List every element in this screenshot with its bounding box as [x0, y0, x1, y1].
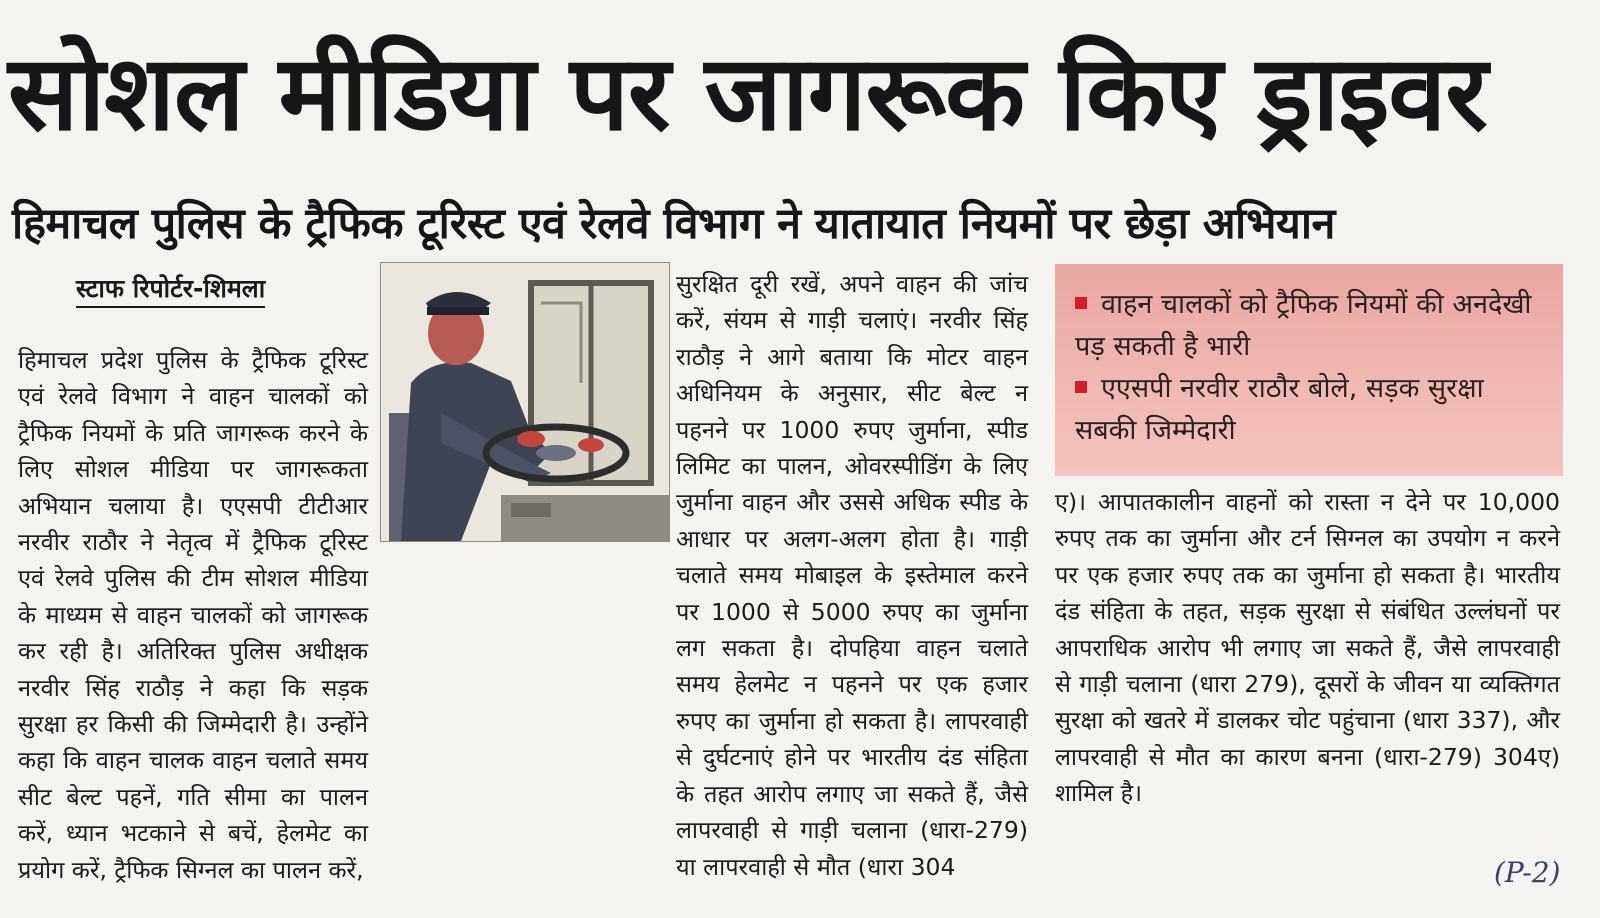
- subheadline: हिमाचल पुलिस के ट्रैफिक टूरिस्ट एवं रेलवे विभाग ने यातायात नियमों पर छेड़ा अभियान: [12, 199, 1335, 249]
- handwritten-page-mark: (P-2): [1494, 856, 1561, 889]
- bullet-square-icon: [1075, 381, 1087, 393]
- column2-paragraph: सुरक्षित दूरी रखें, अपने वाहन की जांच करें, संयम से गाड़ी चलाएं। नरवीर सिंह राठौड़ ने आगे बताया कि मोटर वाहन अधिनियम के अनुसार, सीट बेल्ट न पहनने पर 1000 रुपए जुर्माना, स्पीड लिमिट का पालन, ओवरस्पीडिंग के लिए जुर्माना वाहन और उससे अधिक स्पीड के आधार पर अलग-अलग होता है। गाड़ी चलाते समय मोबाइल के इस्तेमाल करने पर 1000 से 5000 रुपए का जुर्माना लग सकता है। दोपहिया वाहन चलाते समय हेलमेट न पहनने पर एक हजार रुपए का जुर्माना हो सकता है। लापरवाही से दुर्घटनाएं होने पर भारतीय दंड संहिता के तहत आरोप लगाए जा सकते हैं, जैसे लापरवाही से गाड़ी चलाना (धारा-279) या लापरवाही से मौत (धारा 304: [676, 270, 1028, 881]
- byline: स्टाफ रिपोर्टर-शिमला: [76, 272, 265, 308]
- policeman-driver-icon: [381, 263, 669, 541]
- highlight-item: वाहन चालकों को ट्रैफिक नियमों की अनदेखी पड़ सकती है भारी: [1075, 289, 1532, 362]
- column1-paragraph: हिमाचल प्रदेश पुलिस के ट्रैफिक टूरिस्ट एवं रेलवे विभाग ने वाहन चालकों को ट्रैफिक नियमों के प्रति जागरूक करने के लिए सोशल मीडिया पर जागरूकता अभियान चलाया है। एएसपी टीटीआर नरवीर राठौर ने नेतृत्व में ट्रैफिक टूरिस्ट एवं रेलवे पुलिस की टीम सोशल मीडिया के माध्यम से वाहन चालकों को जागरूक कर रही है। अतिरिक्त पुलिस अधीक्षक नरवीर सिंह राठौड़ ने कहा कि सड़क सुरक्षा हर किसी की जिम्मेदारी है। उन्होंने कहा कि वाहन चालक वाहन चलाते समय सीट बेल्ट पहनें, गति सीमा का पालन करें, ध्यान भटकाने से बचें, हेलमेट का प्रयोग करें, ट्रैफिक सिग्नल का पालन करें,: [18, 346, 368, 884]
- column3-paragraph: ए)। आपातकालीन वाहनों को रास्ता न देने पर 10,000 रुपए तक का जुर्माना और टर्न सिग्नल का उपयोग न करने पर एक हजार रुपए तक का जुर्माना हो सकता है। भारतीय दंड संहिता के तहत, सड़क सुरक्षा से संबंधित उल्लंघनों पर आपराधिक आरोप भी लगाए जा सकते हैं, जैसे लापरवाही से गाड़ी चलाना (धारा 279), दूसरों के जीवन या व्यक्तिगत सुरक्षा को खतरे में डालकर चोट पहुंचाना (धारा 337), और लापरवाही से मौत का कारण बनना (धारा-279) 304ए) शामिल है।: [1055, 488, 1560, 808]
- article-column-1: [18, 342, 368, 884]
- article-column-3: [1055, 484, 1560, 892]
- highlights-box: [1055, 264, 1563, 476]
- bullet-square-icon: [1075, 297, 1087, 309]
- article-column-2: [676, 266, 1028, 886]
- driver-illustration: [380, 262, 670, 542]
- highlight-item: एएसपी नरवीर राठौर बोले, सड़क सुरक्षा सबकी जिम्मेदारी: [1075, 373, 1484, 446]
- headline: सोशल मीडिया पर जागरूक किए ड्राइवर: [8, 32, 1487, 154]
